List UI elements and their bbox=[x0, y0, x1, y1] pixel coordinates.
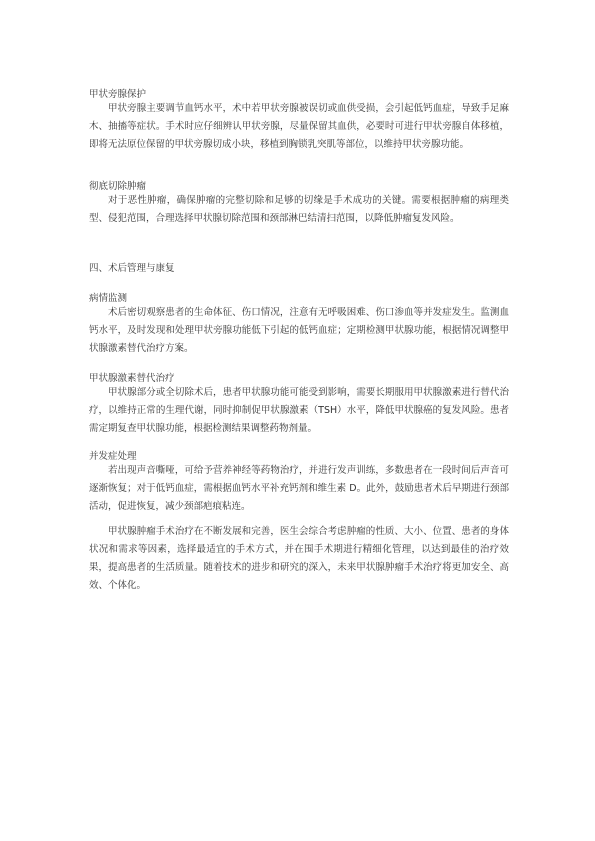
section-body-hormone-therapy: 甲状腺部分或全切除术后，患者甲状腺功能可能受到影响，需要长期服用甲状腺激素进行替代治疗，以维持正常的生理代谢，同时抑制促甲状腺激素（TSH）水平，降低甲状腺癌的复发风险。患者需定期复查甲状腺功能，根据检测结果调整药物剂量。 bbox=[89, 387, 509, 434]
chapter-heading-postop: 四、术后管理与康复 bbox=[89, 263, 175, 274]
conclusion-paragraph: 甲状腺肿瘤手术治疗在不断发展和完善，医生会综合考虑肿瘤的性质、大小、位置、患者的身体状况和需求等因素，选择最适宜的手术方式，并在围手术期进行精细化管理，以达到最佳的治疗效果，提高患者的生活质量。随着技术的进步和研究的深入，未来甲状腺肿瘤手术治疗将更加安全、高效、个体化。 bbox=[89, 526, 509, 591]
section-heading-monitoring: 病情监测 bbox=[89, 293, 128, 304]
section-body-parathyroid: 甲状旁腺主要调节血钙水平，术中若甲状旁腺被误切或血供受损，会引起低钙血症，导致手足麻木、抽搐等症状。手术时应仔细辨认甲状旁腺，尽量保留其血供，必要时可进行甲状旁腺自体移植，即将无法原位保留的甲状旁腺切成小块，移植到胸锁乳突肌等部位，以维持甲状旁腺功能。 bbox=[89, 103, 509, 150]
section-body-tumor-resection: 对于恶性肿瘤，确保肿瘤的完整切除和足够的切缘是手术成功的关键。需要根据肿瘤的病理类型、侵犯范围，合理选择甲状腺切除范围和颈部淋巴结清扫范围，以降低肿瘤复发风险。 bbox=[89, 195, 509, 224]
section-heading-tumor-resection: 彻底切除肿瘤 bbox=[89, 181, 147, 192]
section-body-complications: 若出现声音嘶哑，可给予营养神经等药物治疗，并进行发声训练，多数患者在一段时间后声音可逐渐恢复；对于低钙血症，需根据血钙水平补充钙剂和维生素 D。此外，鼓励患者术后早期进行颈部活动，促进恢复，减少颈部疤痕粘连。 bbox=[89, 465, 509, 512]
section-heading-complications: 并发症处理 bbox=[89, 451, 137, 462]
section-heading-hormone-therapy: 甲状腺激素替代治疗 bbox=[89, 373, 175, 384]
section-heading-parathyroid: 甲状旁腺保护 bbox=[89, 89, 147, 100]
section-body-monitoring: 术后密切观察患者的生命体征、伤口情况，注意有无呼吸困难、伤口渗血等并发症发生。监测血钙水平，及时发现和处理甲状旁腺功能低下引起的低钙血症；定期检测甲状腺功能，根据情况调整甲状腺激素替代治疗方案。 bbox=[89, 307, 509, 354]
